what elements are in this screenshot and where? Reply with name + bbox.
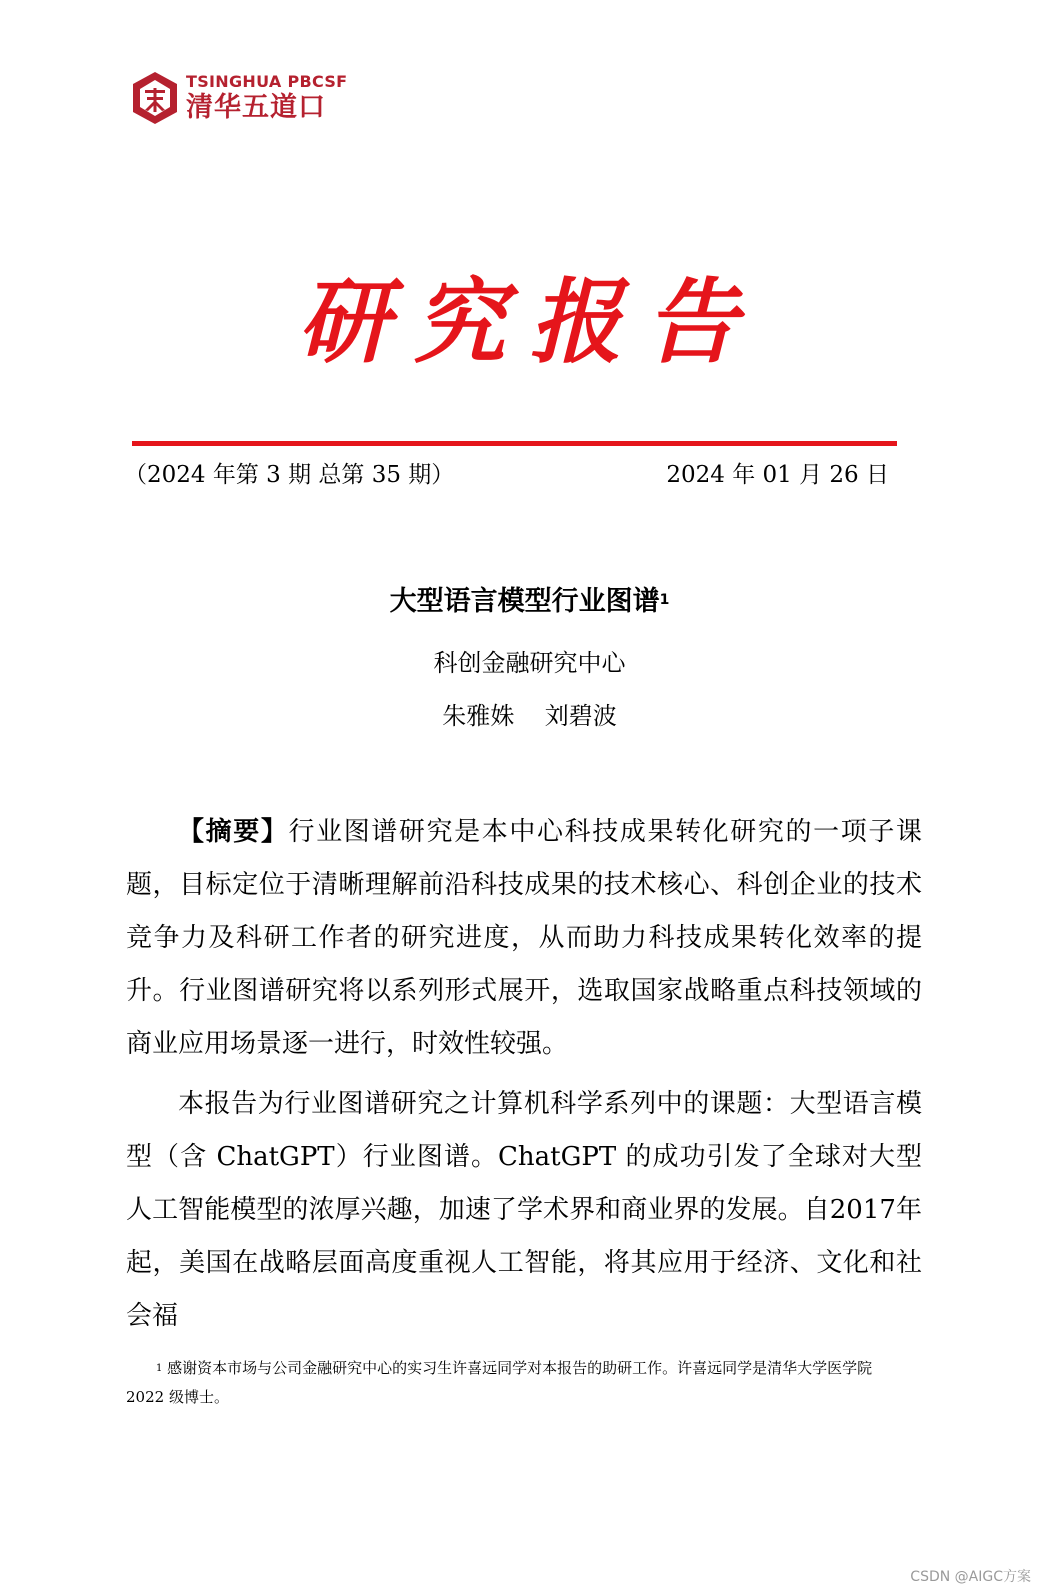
abstract-paragraph-2: 本报告为行业图谱研究之计算机科学系列中的课题：大型语言模型（含 ChatGPT）行业图谱。ChatGPT 的成功引发了全球对大型人工智能模型的浓厚兴趣，加速了学术界和商业界的发展。自2017年起，美国在战略层面高度重视人工智能，将其应用于经济、文化和社会福	[126, 1089, 922, 1331]
title-footnote-mark[interactable]: 1	[659, 592, 670, 608]
footnote-mark: 1	[156, 1363, 163, 1374]
organization: 科创金融研究中心	[433, 649, 626, 677]
footnote-text-1: 感谢资本市场与公司金融研究中心的实习生许喜远同学对本报告的助研工作。许喜远同学是清华大学医学院	[167, 1359, 873, 1377]
logo-english: TSINGHUA PBCSF	[186, 72, 348, 91]
abstract-label: 【摘要】	[178, 817, 289, 847]
banner-divider	[132, 441, 897, 446]
abstract-section	[126, 806, 922, 1350]
authors: 朱雅姝 刘碧波	[442, 702, 617, 730]
logo-chinese: 清华五道口	[186, 92, 326, 123]
issue-date: 2024 年 01 月 26 日	[666, 462, 889, 488]
tsinghua-pbcsf-logo	[131, 70, 347, 126]
csdn-watermark: CSDN @AIGC方案	[910, 1569, 1031, 1585]
footnote	[126, 1354, 922, 1412]
footnote-line-1	[126, 1354, 922, 1383]
pbcsf-emblem-icon	[131, 70, 179, 126]
abstract-paragraph-1	[126, 806, 922, 1071]
issue-number: （2024 年第 3 期 总第 35 期）	[124, 462, 455, 488]
document-title-text: 大型语言模型行业图谱	[389, 586, 660, 617]
research-report-banner: 研究报告	[297, 268, 762, 376]
abstract-text-1: 行业图谱研究是本中心科技成果转化研究的一项子课题，目标定位于清晰理解前沿科技成果的技术核心、科创企业的技术竞争力及科研工作者的研究进度，从而助力科技成果转化效率的提升。行业图谱研究将以系列形式展开，选取国家战略重点科技领域的商业应用场景逐一进行，时效性较强。	[126, 817, 922, 1059]
document-title	[0, 582, 1059, 622]
footnote-line-2: 2022 级博士。	[126, 1388, 229, 1406]
